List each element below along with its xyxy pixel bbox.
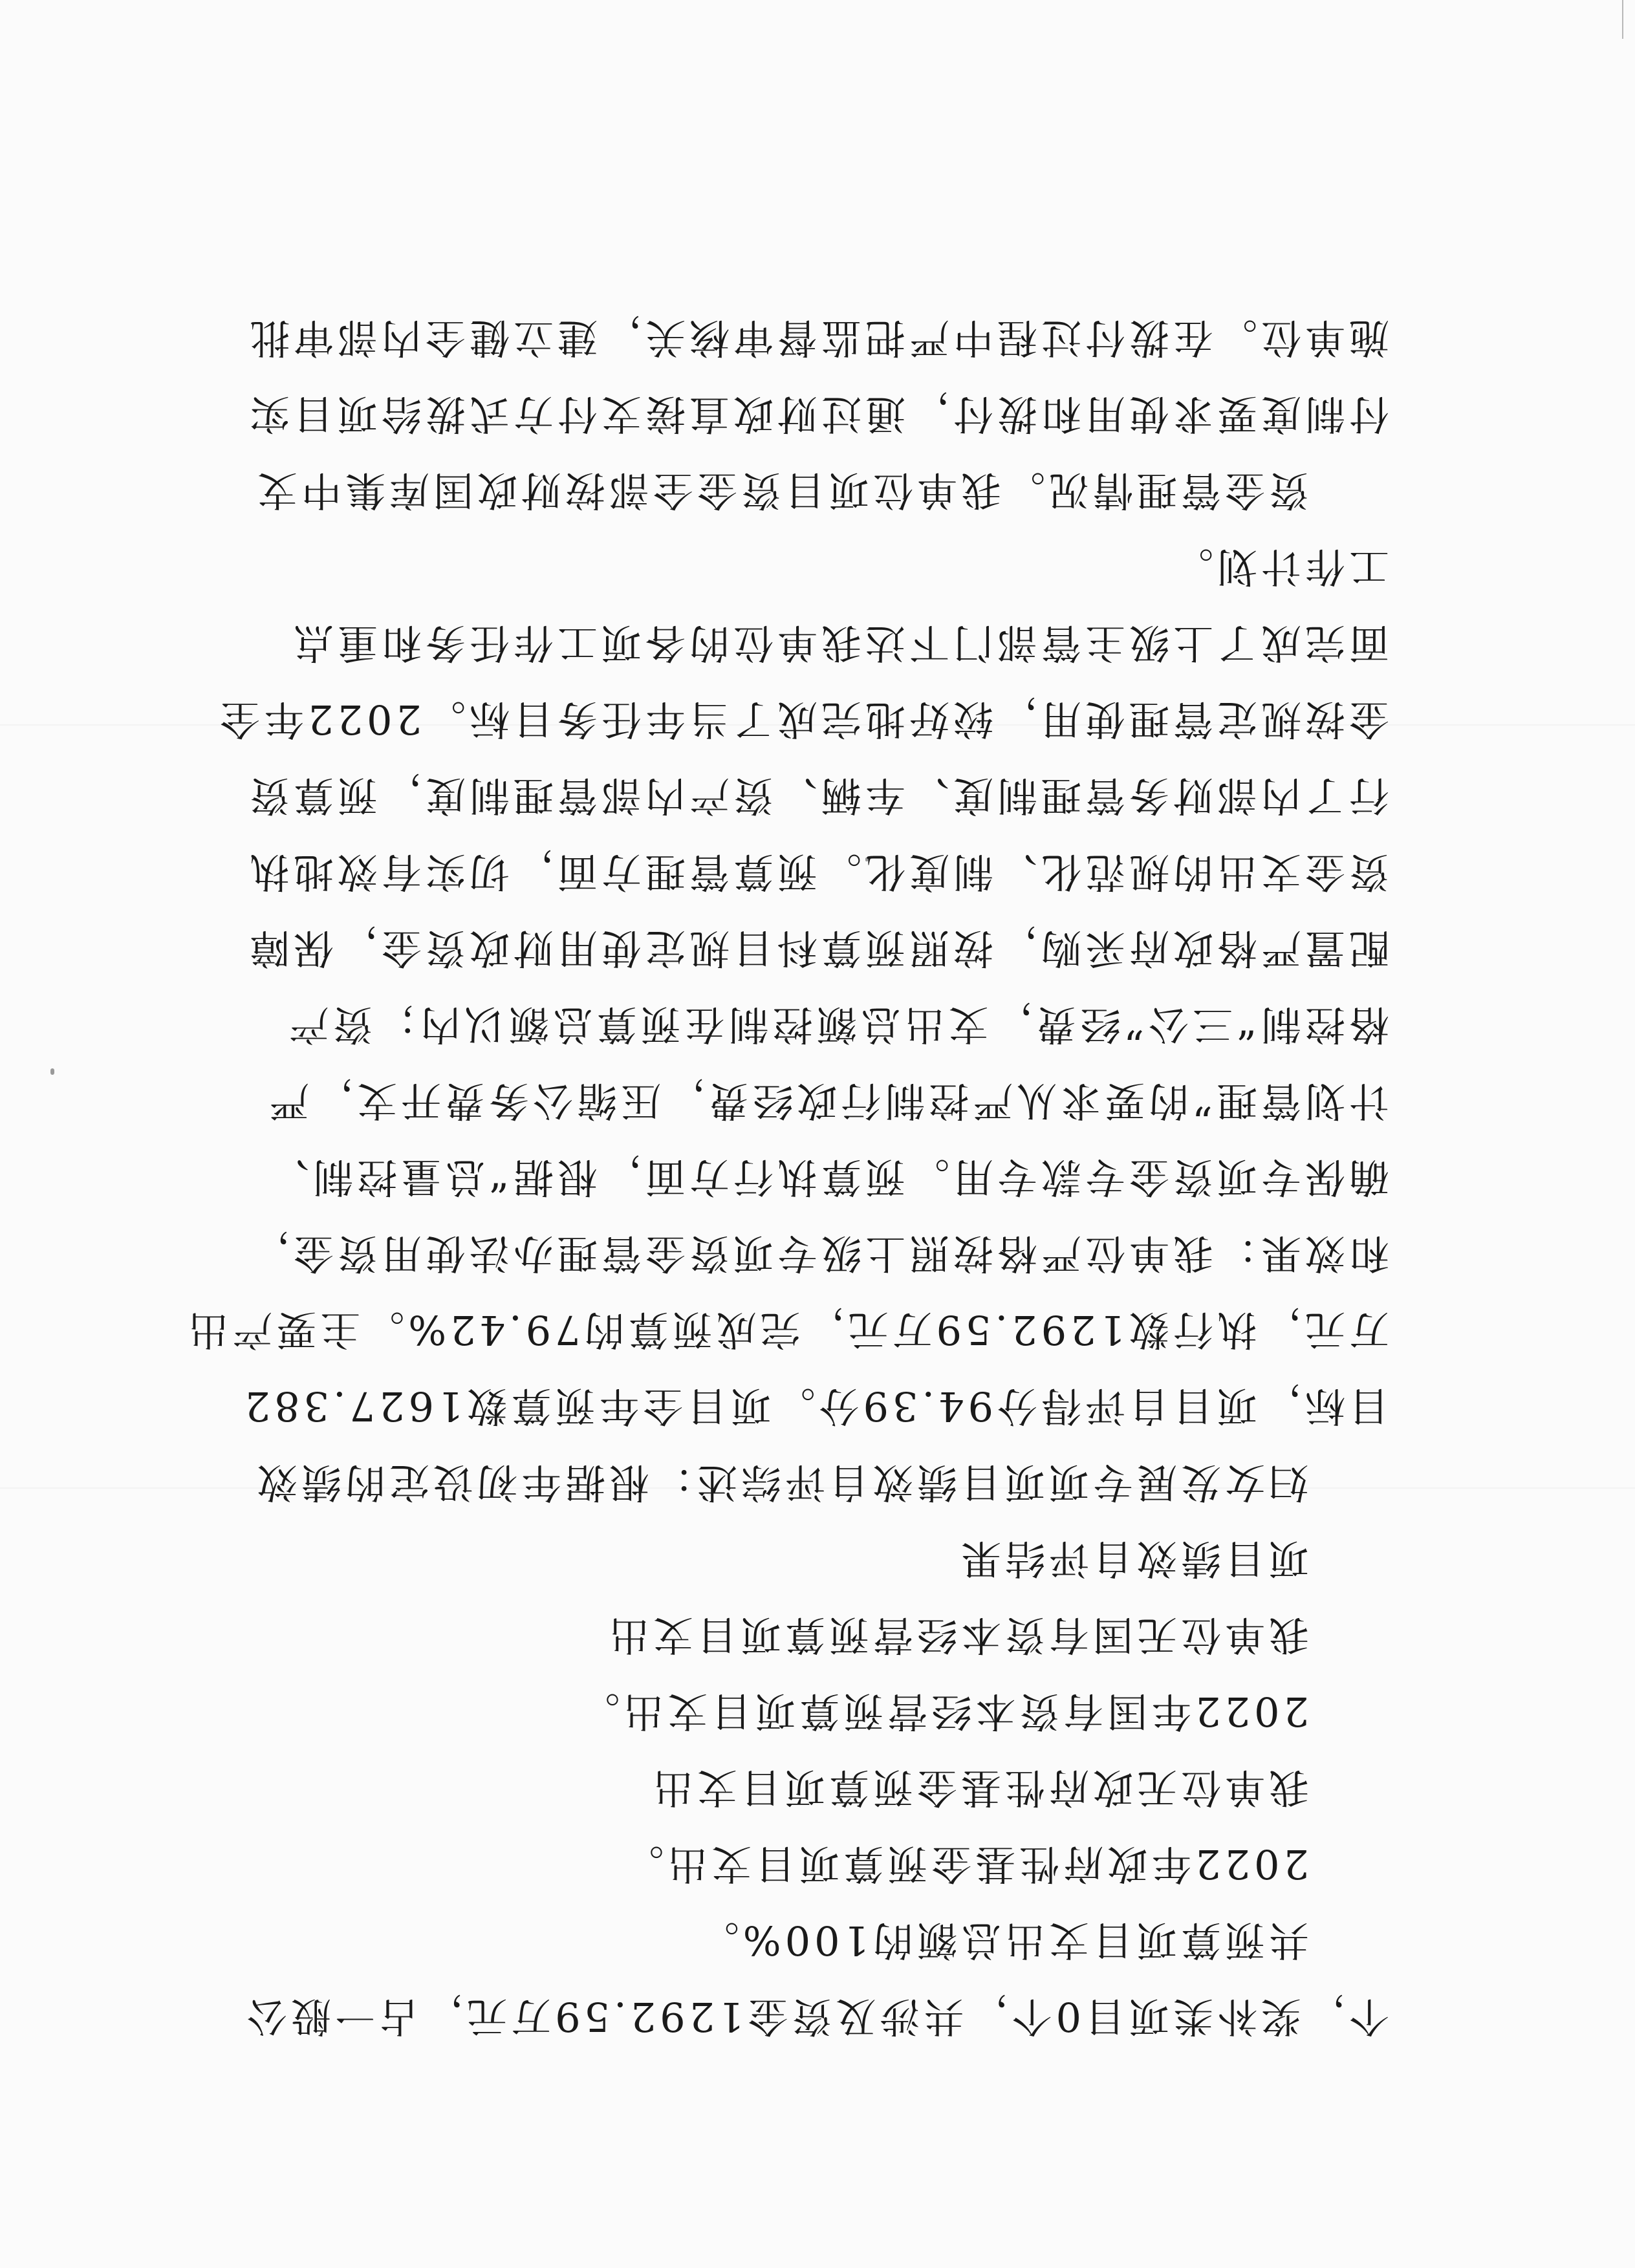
text-line: 工作计划。	[1169, 543, 1389, 590]
text-line: 万元，执行数1292.59万元，完成预算的79.42%。主要产出	[184, 1306, 1389, 1354]
text-line: 行了内部财务管理制度、车辆、资产内部管理制度，预算资	[245, 772, 1389, 819]
text-line: 确保专项资金专款专用。预算执行方面，根据“总量控制、	[265, 1154, 1389, 1201]
text-line: 配置严格政府采购，按照预算科目规定使用财政资金，保障	[245, 925, 1389, 972]
text-line: 付制度要求使用和拨付，通过财政直接支付方式拨给项目实	[245, 391, 1389, 438]
text-line: 个，奖补类项目0个，共涉及资金1292.59万元，占一般公	[243, 1993, 1389, 2040]
text-line: 施单位。在拨付过程中严把监督审核关，建立健全内部审批	[245, 314, 1389, 362]
text-line: 资金管理情况。我单位项目资金全部按财政国库集中支	[253, 467, 1309, 514]
text-line: 我单位无国有资本经营预算项目支出	[605, 1612, 1309, 1659]
text-line: 目标，项目自评得分94.39分。项目全年预算数1627.382	[241, 1383, 1389, 1430]
text-line: 资金支出的规范化、制度化。预算管理方面，切实有效地执	[245, 848, 1389, 896]
text-line: 格控制“三公”经费，支出总额控制在预算总额以内；资产	[285, 1001, 1389, 1048]
text-line: 共预算项目支出总额的100%。	[695, 1917, 1309, 1964]
text-line: 妇女发展专项项目绩效自评综述：根据年初设定的绩效	[253, 1459, 1309, 1506]
text-line: 计划管理”的要求从严控制行政经费，压缩公务费开支，严	[265, 1077, 1389, 1125]
text-line: 面完成了上级主管部门下达我单位的各项工作任务和重点	[289, 620, 1389, 667]
section-heading: 2022年政府性基金预算项目支出。	[620, 1841, 1309, 1888]
text-line: 和效果：我单位严格按照上级专项资金管理办法使用资金，	[245, 1230, 1389, 1277]
text-line: 金按规定管理使用，较好地完成了当年任务目标。2022年全	[216, 696, 1389, 743]
document-body	[173, 299, 1389, 2055]
section-heading: 项目绩效自评结果	[957, 1535, 1309, 1582]
section-heading: 2022年国有资本经营预算项目支出。	[576, 1688, 1309, 1735]
text-line: 我单位无政府性基金预算项目支出	[649, 1764, 1309, 1811]
